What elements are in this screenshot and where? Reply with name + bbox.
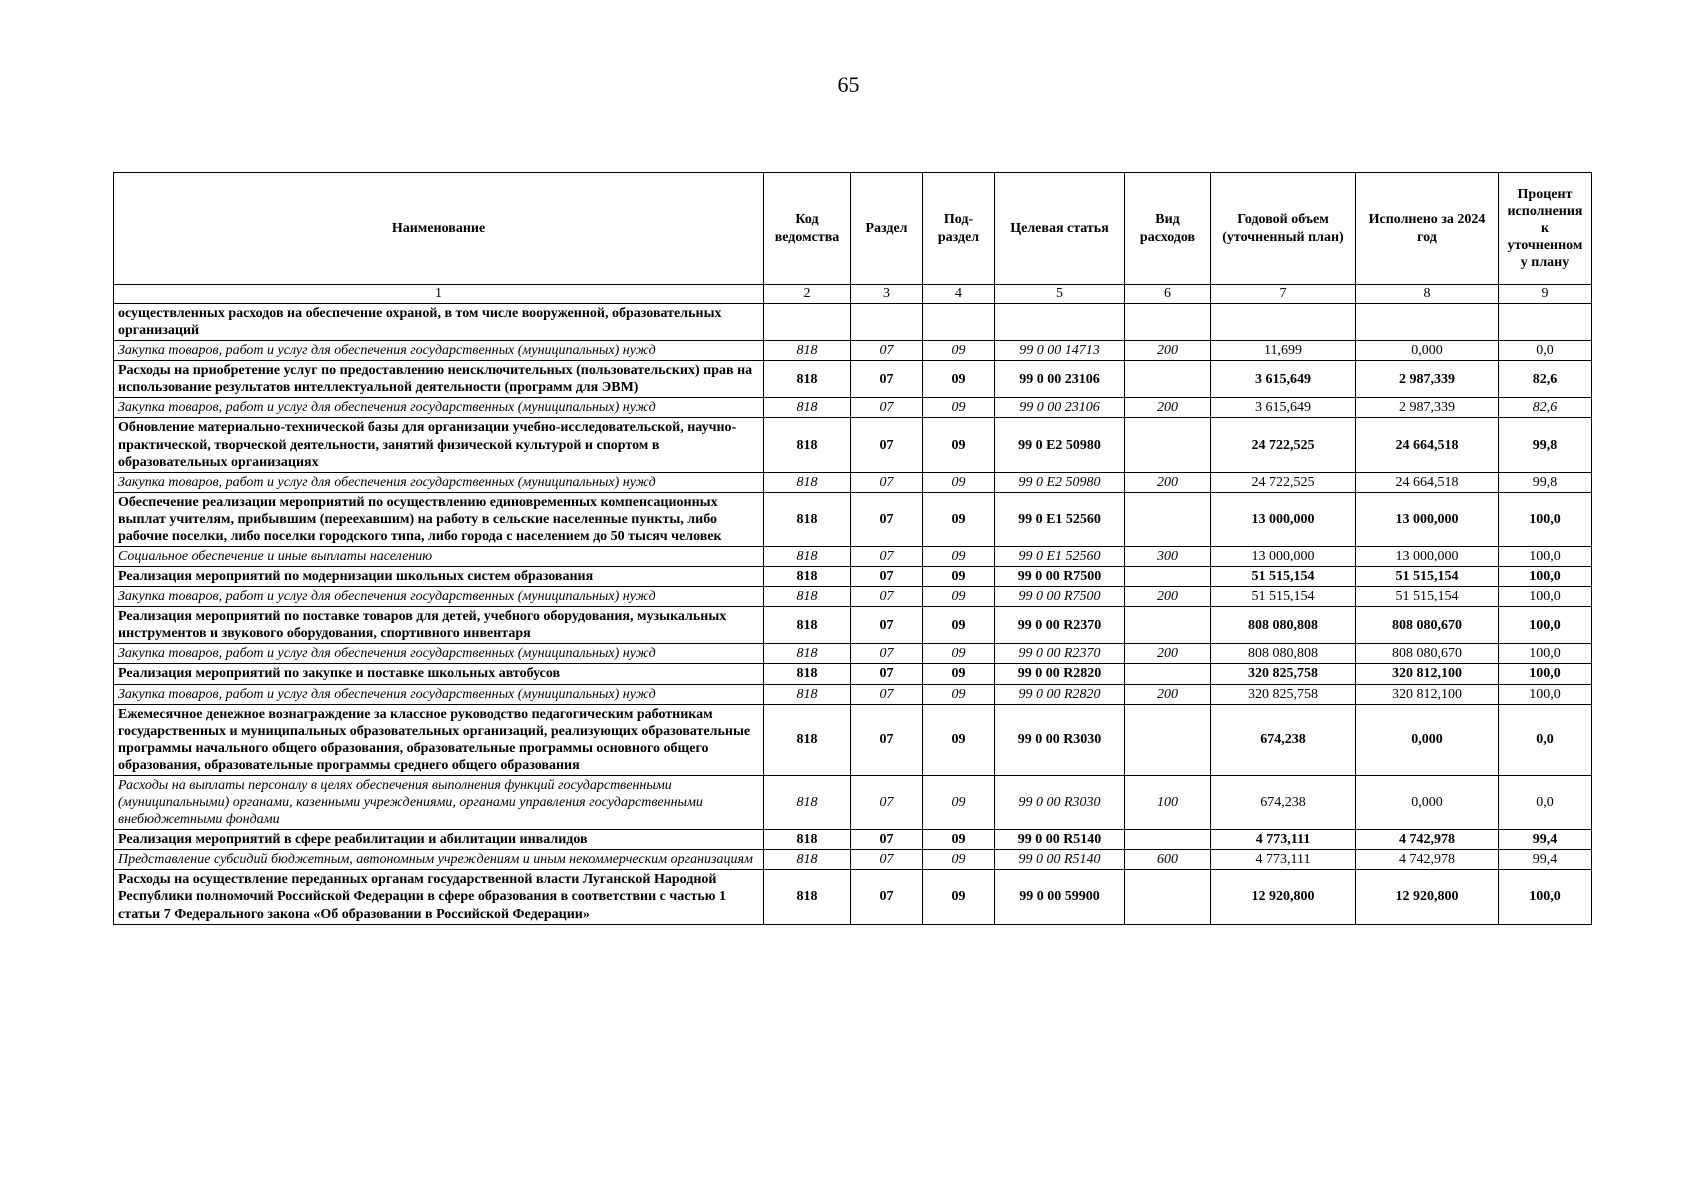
cell-section: 07: [851, 398, 923, 418]
cell-annual-plan: 24 722,525: [1211, 418, 1356, 472]
column-number: 4: [923, 285, 995, 304]
header-annual-plan: Годовой объем (уточненный план): [1211, 173, 1356, 285]
cell-subsection: 09: [923, 492, 995, 546]
cell-target-article: [995, 304, 1125, 341]
cell-target-article: 99 0 00 R7500: [995, 587, 1125, 607]
table-row: [114, 607, 1592, 644]
cell-expense-type: [1125, 304, 1211, 341]
cell-execution-percent: 100,0: [1499, 587, 1592, 607]
cell-execution-percent: 0,0: [1499, 704, 1592, 775]
cell-name: Закупка товаров, работ и услуг для обеспечения государственных (муниципальных) нужд: [114, 341, 764, 361]
cell-subsection: 09: [923, 567, 995, 587]
cell-target-article: 99 0 00 R7500: [995, 567, 1125, 587]
cell-expense-type: [1125, 870, 1211, 924]
cell-department-code: 818: [764, 870, 851, 924]
cell-department-code: 818: [764, 830, 851, 850]
cell-section: 07: [851, 418, 923, 472]
cell-name: Реализация мероприятий по закупке и поставке школьных автобусов: [114, 664, 764, 684]
cell-subsection: 09: [923, 472, 995, 492]
cell-section: 07: [851, 830, 923, 850]
cell-subsection: 09: [923, 870, 995, 924]
cell-annual-plan: 51 515,154: [1211, 587, 1356, 607]
cell-target-article: 99 0 00 R3030: [995, 704, 1125, 775]
cell-executed: 51 515,154: [1356, 567, 1499, 587]
table-row: [114, 870, 1592, 924]
column-number: 6: [1125, 285, 1211, 304]
cell-section: [851, 304, 923, 341]
table-row: [114, 361, 1592, 398]
table-body: [114, 304, 1592, 925]
cell-subsection: 09: [923, 341, 995, 361]
cell-subsection: 09: [923, 684, 995, 704]
cell-expense-type: 100: [1125, 775, 1211, 829]
cell-department-code: 818: [764, 398, 851, 418]
cell-execution-percent: 99,8: [1499, 418, 1592, 472]
cell-name: Закупка товаров, работ и услуг для обеспечения государственных (муниципальных) нужд: [114, 472, 764, 492]
cell-execution-percent: 100,0: [1499, 547, 1592, 567]
cell-execution-percent: 100,0: [1499, 607, 1592, 644]
cell-expense-type: [1125, 492, 1211, 546]
cell-department-code: [764, 304, 851, 341]
cell-name: Расходы на выплаты персоналу в целях обеспечения выполнения функций государственными (муниципальными) органами, казенными учреждениями, органами управления государственными внебюджетными фондами: [114, 775, 764, 829]
table-row: [114, 567, 1592, 587]
cell-executed: 4 742,978: [1356, 830, 1499, 850]
cell-expense-type: [1125, 607, 1211, 644]
cell-annual-plan: 320 825,758: [1211, 684, 1356, 704]
cell-subsection: 09: [923, 607, 995, 644]
cell-execution-percent: 0,0: [1499, 775, 1592, 829]
cell-subsection: 09: [923, 587, 995, 607]
cell-expense-type: 300: [1125, 547, 1211, 567]
cell-name: Ежемесячное денежное вознаграждение за классное руководство педагогическим работникам государственных и муниципальных образовательных организаций, реализующих образовательные программы начального общего образования, образовательные программы основного общего образования, образовательные программы среднего общего образования: [114, 704, 764, 775]
cell-annual-plan: 674,238: [1211, 704, 1356, 775]
cell-annual-plan: 11,699: [1211, 341, 1356, 361]
cell-department-code: 818: [764, 472, 851, 492]
cell-target-article: 99 0 Е2 50980: [995, 472, 1125, 492]
cell-department-code: 818: [764, 492, 851, 546]
cell-expense-type: 200: [1125, 472, 1211, 492]
cell-annual-plan: 4 773,111: [1211, 850, 1356, 870]
header-department-code: Код ведомства: [764, 173, 851, 285]
cell-target-article: 99 0 00 59900: [995, 870, 1125, 924]
cell-executed: 51 515,154: [1356, 587, 1499, 607]
column-number: 8: [1356, 285, 1499, 304]
cell-execution-percent: [1499, 304, 1592, 341]
cell-department-code: 818: [764, 361, 851, 398]
table-row: [114, 472, 1592, 492]
cell-execution-percent: 100,0: [1499, 870, 1592, 924]
table-row: [114, 684, 1592, 704]
header-executed: Исполнено за 2024 год: [1356, 173, 1499, 285]
cell-section: 07: [851, 684, 923, 704]
cell-expense-type: [1125, 664, 1211, 684]
table-row: [114, 398, 1592, 418]
cell-department-code: 818: [764, 418, 851, 472]
cell-expense-type: [1125, 830, 1211, 850]
cell-target-article: 99 0 00 R5140: [995, 830, 1125, 850]
cell-subsection: 09: [923, 664, 995, 684]
column-number: 9: [1499, 285, 1592, 304]
cell-name: осуществленных расходов на обеспечение охраной, в том числе вооруженной, образовательных организаций: [114, 304, 764, 341]
cell-executed: 0,000: [1356, 341, 1499, 361]
cell-section: 07: [851, 587, 923, 607]
cell-executed: 2 987,339: [1356, 361, 1499, 398]
cell-name: Обновление материально-технической базы для организации учебно-исследовательской, научно-практической, творческой деятельности, занятий физической культурой и спортом в образовательных организациях: [114, 418, 764, 472]
cell-executed: 13 000,000: [1356, 547, 1499, 567]
cell-expense-type: 200: [1125, 587, 1211, 607]
cell-department-code: 818: [764, 547, 851, 567]
cell-section: 07: [851, 644, 923, 664]
column-number: 2: [764, 285, 851, 304]
cell-department-code: 818: [764, 607, 851, 644]
cell-name: Представление субсидий бюджетным, автономным учреждениям и иным некоммерческим организациям: [114, 850, 764, 870]
cell-name: Обеспечение реализации мероприятий по осуществлению единовременных компенсационных выплат учителям, прибывшим (переехавшим) на работу в сельские населенные пункты, либо рабочие поселки, либо поселки городского типа, либо города с населением до 50 тысяч человек: [114, 492, 764, 546]
header-row: [114, 173, 1592, 285]
cell-target-article: 99 0 00 R2370: [995, 607, 1125, 644]
cell-target-article: 99 0 00 23106: [995, 398, 1125, 418]
cell-executed: 808 080,670: [1356, 607, 1499, 644]
cell-subsection: 09: [923, 830, 995, 850]
cell-executed: 4 742,978: [1356, 850, 1499, 870]
cell-annual-plan: 12 920,800: [1211, 870, 1356, 924]
cell-department-code: 818: [764, 775, 851, 829]
cell-department-code: 818: [764, 684, 851, 704]
header-subsection: Под-раздел: [923, 173, 995, 285]
cell-name: Реализация мероприятий в сфере реабилитации и абилитации инвалидов: [114, 830, 764, 850]
cell-target-article: 99 0 00 R2370: [995, 644, 1125, 664]
cell-annual-plan: 24 722,525: [1211, 472, 1356, 492]
cell-department-code: 818: [764, 704, 851, 775]
cell-execution-percent: 100,0: [1499, 684, 1592, 704]
column-number: 7: [1211, 285, 1356, 304]
cell-execution-percent: 99,4: [1499, 850, 1592, 870]
cell-section: 07: [851, 775, 923, 829]
cell-executed: 808 080,670: [1356, 644, 1499, 664]
cell-section: 07: [851, 492, 923, 546]
cell-subsection: 09: [923, 704, 995, 775]
cell-section: 07: [851, 361, 923, 398]
cell-target-article: 99 0 00 23106: [995, 361, 1125, 398]
cell-executed: 12 920,800: [1356, 870, 1499, 924]
cell-target-article: 99 0 Е2 50980: [995, 418, 1125, 472]
cell-execution-percent: 99,4: [1499, 830, 1592, 850]
cell-annual-plan: 3 615,649: [1211, 361, 1356, 398]
cell-execution-percent: 0,0: [1499, 341, 1592, 361]
cell-annual-plan: 320 825,758: [1211, 664, 1356, 684]
cell-annual-plan: [1211, 304, 1356, 341]
cell-executed: [1356, 304, 1499, 341]
cell-name: Реализация мероприятий по поставке товаров для детей, учебного оборудования, музыкальных инструментов и звукового оборудования, спортивного инвентаря: [114, 607, 764, 644]
cell-name: Закупка товаров, работ и услуг для обеспечения государственных (муниципальных) нужд: [114, 684, 764, 704]
cell-department-code: 818: [764, 644, 851, 664]
cell-annual-plan: 808 080,808: [1211, 644, 1356, 664]
cell-subsection: 09: [923, 361, 995, 398]
cell-subsection: 09: [923, 398, 995, 418]
cell-annual-plan: 13 000,000: [1211, 547, 1356, 567]
table-row: [114, 850, 1592, 870]
cell-department-code: 818: [764, 587, 851, 607]
cell-section: 07: [851, 664, 923, 684]
cell-execution-percent: 82,6: [1499, 361, 1592, 398]
cell-annual-plan: 13 000,000: [1211, 492, 1356, 546]
table-row: [114, 492, 1592, 546]
cell-annual-plan: 51 515,154: [1211, 567, 1356, 587]
cell-section: 07: [851, 567, 923, 587]
table-row: [114, 830, 1592, 850]
cell-section: 07: [851, 850, 923, 870]
cell-department-code: 818: [764, 341, 851, 361]
cell-executed: 2 987,339: [1356, 398, 1499, 418]
cell-department-code: 818: [764, 664, 851, 684]
cell-execution-percent: 100,0: [1499, 567, 1592, 587]
cell-execution-percent: 82,6: [1499, 398, 1592, 418]
header-section: Раздел: [851, 173, 923, 285]
cell-name: Закупка товаров, работ и услуг для обеспечения государственных (муниципальных) нужд: [114, 644, 764, 664]
column-number: 3: [851, 285, 923, 304]
table-row: [114, 644, 1592, 664]
cell-name: Закупка товаров, работ и услуг для обеспечения государственных (муниципальных) нужд: [114, 398, 764, 418]
column-number: 5: [995, 285, 1125, 304]
column-number: 1: [114, 285, 764, 304]
cell-target-article: 99 0 Е1 52560: [995, 547, 1125, 567]
header-expense-type: Вид расходов: [1125, 173, 1211, 285]
table-row: [114, 775, 1592, 829]
table-row: [114, 304, 1592, 341]
page-number: 65: [837, 72, 860, 97]
cell-target-article: 99 0 00 R5140: [995, 850, 1125, 870]
cell-name: Расходы на приобретение услуг по предоставлению неисключительных (пользовательских) прав на использование результатов интеллектуальной деятельности (программ для ЭВМ): [114, 361, 764, 398]
cell-execution-percent: 99,8: [1499, 472, 1592, 492]
cell-section: 07: [851, 607, 923, 644]
cell-expense-type: 600: [1125, 850, 1211, 870]
table-row: [114, 547, 1592, 567]
cell-department-code: 818: [764, 850, 851, 870]
cell-target-article: 99 0 00 R2820: [995, 684, 1125, 704]
cell-annual-plan: 3 615,649: [1211, 398, 1356, 418]
cell-subsection: 09: [923, 418, 995, 472]
cell-target-article: 99 0 Е1 52560: [995, 492, 1125, 546]
table-row: [114, 587, 1592, 607]
header-execution-percent: Процент исполнения к уточненном у плану: [1499, 173, 1592, 285]
table-row: [114, 704, 1592, 775]
cell-execution-percent: 100,0: [1499, 664, 1592, 684]
cell-expense-type: [1125, 418, 1211, 472]
cell-target-article: 99 0 00 14713: [995, 341, 1125, 361]
cell-name: Расходы на осуществление переданных органам государственной власти Луганской Народной Республики полномочий Российской Федерации в сфере образования в соответствии с частью 1 статьи 7 Федерального закона «Об образовании в Российской Федерации»: [114, 870, 764, 924]
cell-subsection: 09: [923, 644, 995, 664]
cell-executed: 0,000: [1356, 704, 1499, 775]
budget-table: [113, 172, 1592, 925]
cell-executed: 24 664,518: [1356, 418, 1499, 472]
cell-annual-plan: 4 773,111: [1211, 830, 1356, 850]
header-target-article: Целевая статья: [995, 173, 1125, 285]
cell-department-code: 818: [764, 567, 851, 587]
table-row: [114, 418, 1592, 472]
cell-target-article: 99 0 00 R2820: [995, 664, 1125, 684]
cell-expense-type: 200: [1125, 341, 1211, 361]
cell-executed: 320 812,100: [1356, 684, 1499, 704]
cell-section: 07: [851, 547, 923, 567]
table-row: [114, 664, 1592, 684]
cell-expense-type: [1125, 567, 1211, 587]
cell-expense-type: [1125, 704, 1211, 775]
cell-section: 07: [851, 870, 923, 924]
cell-name: Реализация мероприятий по модернизации школьных систем образования: [114, 567, 764, 587]
cell-annual-plan: 674,238: [1211, 775, 1356, 829]
cell-execution-percent: 100,0: [1499, 492, 1592, 546]
cell-executed: 13 000,000: [1356, 492, 1499, 546]
cell-subsection: [923, 304, 995, 341]
cell-expense-type: 200: [1125, 398, 1211, 418]
cell-execution-percent: 100,0: [1499, 644, 1592, 664]
cell-name: Закупка товаров, работ и услуг для обеспечения государственных (муниципальных) нужд: [114, 587, 764, 607]
cell-section: 07: [851, 704, 923, 775]
cell-subsection: 09: [923, 775, 995, 829]
cell-section: 07: [851, 472, 923, 492]
cell-expense-type: [1125, 361, 1211, 398]
cell-name: Социальное обеспечение и иные выплаты населению: [114, 547, 764, 567]
cell-subsection: 09: [923, 547, 995, 567]
cell-executed: 24 664,518: [1356, 472, 1499, 492]
table-row: [114, 341, 1592, 361]
cell-target-article: 99 0 00 R3030: [995, 775, 1125, 829]
header-name: Наименование: [114, 173, 764, 285]
cell-expense-type: 200: [1125, 644, 1211, 664]
cell-section: 07: [851, 341, 923, 361]
cell-executed: 320 812,100: [1356, 664, 1499, 684]
cell-annual-plan: 808 080,808: [1211, 607, 1356, 644]
cell-subsection: 09: [923, 850, 995, 870]
cell-executed: 0,000: [1356, 775, 1499, 829]
cell-expense-type: 200: [1125, 684, 1211, 704]
column-number-row: [114, 285, 1592, 304]
